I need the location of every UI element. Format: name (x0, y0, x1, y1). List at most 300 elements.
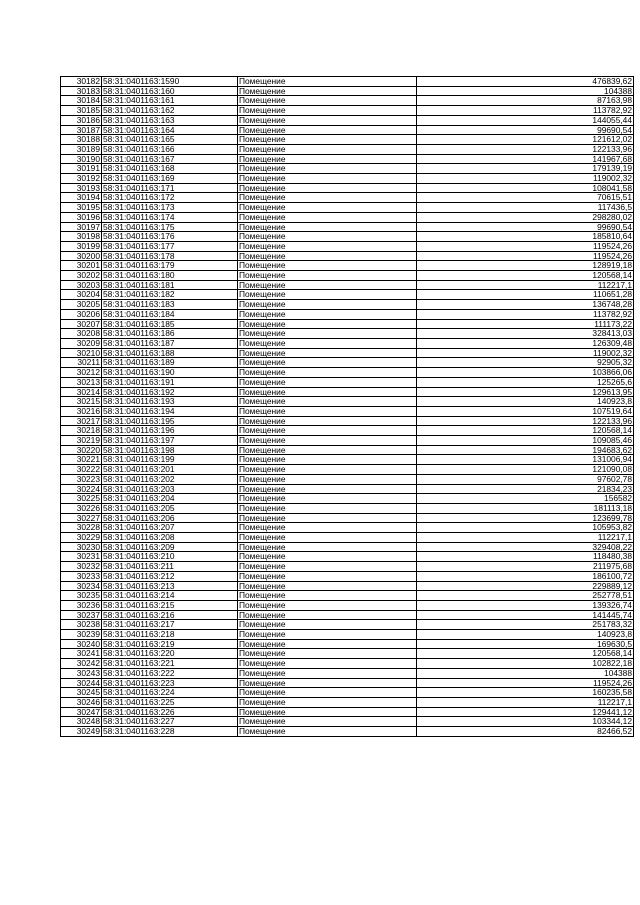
object-type-cell: Помещение (238, 193, 417, 203)
cadastral-number-cell: 58:31:0401163:214 (102, 591, 238, 601)
row-number-cell: 30236 (61, 600, 102, 610)
object-type-cell: Помещение (238, 86, 417, 96)
table-row (61, 552, 634, 562)
cadastral-value-cell: 109085,46 (417, 436, 634, 446)
cadastral-number-cell: 58:31:0401163:163 (102, 115, 238, 125)
cadastral-number-cell: 58:31:0401163:216 (102, 610, 238, 620)
cadastral-value-cell: 185810,64 (417, 232, 634, 242)
object-type-cell: Помещение (238, 436, 417, 446)
cadastral-value-cell: 103344,12 (417, 717, 634, 727)
cadastral-number-cell: 58:31:0401163:211 (102, 562, 238, 572)
cadastral-number-cell: 58:31:0401163:201 (102, 465, 238, 475)
table-row (61, 368, 634, 378)
cadastral-value-cell: 140923,8 (417, 630, 634, 640)
table-row (61, 465, 634, 475)
cadastral-number-cell: 58:31:0401163:196 (102, 426, 238, 436)
row-number-cell: 30193 (61, 183, 102, 193)
row-number-cell: 30224 (61, 484, 102, 494)
cadastral-value-cell: 181113,18 (417, 503, 634, 513)
cadastral-number-cell: 58:31:0401163:181 (102, 280, 238, 290)
cadastral-value-cell: 113782,92 (417, 106, 634, 116)
table-row (61, 397, 634, 407)
object-type-cell: Помещение (238, 368, 417, 378)
cadastral-number-cell: 58:31:0401163:224 (102, 688, 238, 698)
object-type-cell: Помещение (238, 397, 417, 407)
table-row (61, 193, 634, 203)
cadastral-value-cell: 476839,62 (417, 77, 634, 87)
row-number-cell: 30192 (61, 174, 102, 184)
table-row (61, 698, 634, 708)
table-row (61, 387, 634, 397)
object-type-cell: Помещение (238, 135, 417, 145)
cadastral-number-cell: 58:31:0401163:226 (102, 707, 238, 717)
table-row (61, 523, 634, 533)
object-type-cell: Помещение (238, 164, 417, 174)
object-type-cell: Помещение (238, 125, 417, 135)
cadastral-value-cell: 99690,54 (417, 125, 634, 135)
cadastral-value-cell: 122133,96 (417, 144, 634, 154)
row-number-cell: 30237 (61, 610, 102, 620)
cadastral-number-cell: 58:31:0401163:222 (102, 668, 238, 678)
object-type-cell: Помещение (238, 319, 417, 329)
row-number-cell: 30200 (61, 251, 102, 261)
cadastral-number-cell: 58:31:0401163:167 (102, 154, 238, 164)
table-row (61, 639, 634, 649)
row-number-cell: 30198 (61, 232, 102, 242)
cadastral-value-cell: 99690,54 (417, 222, 634, 232)
object-type-cell: Помещение (238, 106, 417, 116)
row-number-cell: 30241 (61, 649, 102, 659)
cadastral-value-cell: 211975,68 (417, 562, 634, 572)
object-type-cell: Помещение (238, 232, 417, 242)
row-number-cell: 30187 (61, 125, 102, 135)
table-row (61, 513, 634, 523)
row-number-cell: 30186 (61, 115, 102, 125)
cadastral-number-cell: 58:31:0401163:164 (102, 125, 238, 135)
cadastral-number-cell: 58:31:0401163:209 (102, 542, 238, 552)
row-number-cell: 30218 (61, 426, 102, 436)
object-type-cell: Помещение (238, 241, 417, 251)
object-type-cell: Помещение (238, 465, 417, 475)
cadastral-number-cell: 58:31:0401163:197 (102, 436, 238, 446)
cadastral-value-cell: 120568,14 (417, 649, 634, 659)
row-number-cell: 30210 (61, 348, 102, 358)
row-number-cell: 30232 (61, 562, 102, 572)
cadastral-value-cell: 156582 (417, 494, 634, 504)
row-number-cell: 30225 (61, 494, 102, 504)
cadastral-value-cell: 112217,1 (417, 698, 634, 708)
table-row (61, 377, 634, 387)
row-number-cell: 30226 (61, 503, 102, 513)
cadastral-value-cell: 113782,92 (417, 309, 634, 319)
row-number-cell: 30194 (61, 193, 102, 203)
cadastral-value-cell: 105953,82 (417, 523, 634, 533)
row-number-cell: 30190 (61, 154, 102, 164)
table-row (61, 203, 634, 213)
cadastral-value-cell: 169630,5 (417, 639, 634, 649)
cadastral-value-cell: 298280,02 (417, 212, 634, 222)
row-number-cell: 30185 (61, 106, 102, 116)
table-row (61, 183, 634, 193)
object-type-cell: Помещение (238, 727, 417, 737)
table-row (61, 668, 634, 678)
object-type-cell: Помещение (238, 581, 417, 591)
cadastral-number-cell: 58:31:0401163:228 (102, 727, 238, 737)
row-number-cell: 30235 (61, 591, 102, 601)
table-row (61, 86, 634, 96)
table-row (61, 581, 634, 591)
cadastral-number-cell: 58:31:0401163:199 (102, 455, 238, 465)
cadastral-value-cell: 129441,12 (417, 707, 634, 717)
table-row (61, 707, 634, 717)
cadastral-value-cell: 21834,23 (417, 484, 634, 494)
row-number-cell: 30245 (61, 688, 102, 698)
object-type-cell: Помещение (238, 552, 417, 562)
cadastral-number-cell: 58:31:0401163:186 (102, 329, 238, 339)
cadastral-number-cell: 58:31:0401163:213 (102, 581, 238, 591)
row-number-cell: 30195 (61, 203, 102, 213)
row-number-cell: 30248 (61, 717, 102, 727)
table-row (61, 309, 634, 319)
object-type-cell: Помещение (238, 639, 417, 649)
cadastral-number-cell: 58:31:0401163:175 (102, 222, 238, 232)
cadastral-value-cell: 82466,52 (417, 727, 634, 737)
cadastral-value-cell: 329408,22 (417, 542, 634, 552)
row-number-cell: 30246 (61, 698, 102, 708)
cadastral-value-cell: 139326,74 (417, 600, 634, 610)
cadastral-number-cell: 58:31:0401163:205 (102, 503, 238, 513)
row-number-cell: 30234 (61, 581, 102, 591)
cadastral-value-cell: 129613,95 (417, 387, 634, 397)
cadastral-number-cell: 58:31:0401163:208 (102, 533, 238, 543)
cadastral-value-cell: 194683,62 (417, 445, 634, 455)
table-row (61, 154, 634, 164)
cadastral-value-cell: 97602,78 (417, 474, 634, 484)
row-number-cell: 30244 (61, 678, 102, 688)
cadastral-number-cell: 58:31:0401163:187 (102, 338, 238, 348)
cadastral-value-cell: 141445,74 (417, 610, 634, 620)
row-number-cell: 30208 (61, 329, 102, 339)
object-type-cell: Помещение (238, 649, 417, 659)
object-type-cell: Помещение (238, 271, 417, 281)
table-row (61, 96, 634, 106)
cadastral-value-cell: 107519,64 (417, 406, 634, 416)
cadastral-value-cell: 121612,02 (417, 135, 634, 145)
cadastral-number-cell: 58:31:0401163:204 (102, 494, 238, 504)
row-number-cell: 30220 (61, 445, 102, 455)
cadastral-value-cell: 141967,68 (417, 154, 634, 164)
object-type-cell: Помещение (238, 455, 417, 465)
cadastral-value-cell: 144055,44 (417, 115, 634, 125)
table-row (61, 144, 634, 154)
object-type-cell: Помещение (238, 174, 417, 184)
cadastral-number-cell: 58:31:0401163:190 (102, 368, 238, 378)
row-number-cell: 30217 (61, 416, 102, 426)
row-number-cell: 30223 (61, 474, 102, 484)
object-type-cell: Помещение (238, 261, 417, 271)
object-type-cell: Помещение (238, 115, 417, 125)
row-number-cell: 30242 (61, 659, 102, 669)
cadastral-value-cell: 104388 (417, 86, 634, 96)
object-type-cell: Помещение (238, 154, 417, 164)
cadastral-number-cell: 58:31:0401163:1590 (102, 77, 238, 87)
row-number-cell: 30221 (61, 455, 102, 465)
table-row (61, 474, 634, 484)
cadastral-number-cell: 58:31:0401163:188 (102, 348, 238, 358)
row-number-cell: 30231 (61, 552, 102, 562)
table-row (61, 271, 634, 281)
object-type-cell: Помещение (238, 309, 417, 319)
cadastral-value-cell: 92905,32 (417, 358, 634, 368)
cadastral-value-cell: 251783,32 (417, 620, 634, 630)
object-type-cell: Помещение (238, 416, 417, 426)
cadastral-number-cell: 58:31:0401163:223 (102, 678, 238, 688)
cadastral-number-cell: 58:31:0401163:168 (102, 164, 238, 174)
cadastral-value-cell: 117436,5 (417, 203, 634, 213)
cadastral-value-cell: 160235,58 (417, 688, 634, 698)
row-number-cell: 30213 (61, 377, 102, 387)
object-type-cell: Помещение (238, 659, 417, 669)
table-row (61, 232, 634, 242)
cadastral-value-cell: 140923,8 (417, 397, 634, 407)
cadastral-value-cell: 119002,32 (417, 174, 634, 184)
table-row (61, 329, 634, 339)
object-type-cell: Помещение (238, 280, 417, 290)
table-row (61, 562, 634, 572)
object-type-cell: Помещение (238, 338, 417, 348)
row-number-cell: 30207 (61, 319, 102, 329)
cadastral-number-cell: 58:31:0401163:184 (102, 309, 238, 319)
cadastral-value-cell: 252778,51 (417, 591, 634, 601)
cadastral-value-cell: 121090,08 (417, 465, 634, 475)
table-row (61, 135, 634, 145)
cadastral-number-cell: 58:31:0401163:173 (102, 203, 238, 213)
cadastral-value-cell: 186100,72 (417, 571, 634, 581)
cadastral-value-cell: 119002,32 (417, 348, 634, 358)
row-number-cell: 30249 (61, 727, 102, 737)
table-row (61, 717, 634, 727)
table-body (61, 77, 634, 737)
cadastral-value-cell: 110651,28 (417, 290, 634, 300)
row-number-cell: 30204 (61, 290, 102, 300)
cadastral-number-cell: 58:31:0401163:160 (102, 86, 238, 96)
object-type-cell: Помещение (238, 484, 417, 494)
row-number-cell: 30196 (61, 212, 102, 222)
table-row (61, 630, 634, 640)
cadastral-number-cell: 58:31:0401163:194 (102, 406, 238, 416)
row-number-cell: 30240 (61, 639, 102, 649)
table-row (61, 115, 634, 125)
cadastral-number-cell: 58:31:0401163:176 (102, 232, 238, 242)
cadastral-value-cell: 119524,26 (417, 241, 634, 251)
object-type-cell: Помещение (238, 203, 417, 213)
table-row (61, 542, 634, 552)
table-row (61, 212, 634, 222)
cadastral-number-cell: 58:31:0401163:182 (102, 290, 238, 300)
object-type-cell: Помещение (238, 144, 417, 154)
object-type-cell: Помещение (238, 668, 417, 678)
row-number-cell: 30188 (61, 135, 102, 145)
table-row (61, 426, 634, 436)
table-row (61, 659, 634, 669)
object-type-cell: Помещение (238, 503, 417, 513)
row-number-cell: 30189 (61, 144, 102, 154)
cadastral-number-cell: 58:31:0401163:185 (102, 319, 238, 329)
table-row (61, 106, 634, 116)
object-type-cell: Помещение (238, 688, 417, 698)
row-number-cell: 30199 (61, 241, 102, 251)
cadastral-number-cell: 58:31:0401163:180 (102, 271, 238, 281)
table-row (61, 591, 634, 601)
table-row (61, 125, 634, 135)
object-type-cell: Помещение (238, 96, 417, 106)
cadastral-value-cell: 131006,94 (417, 455, 634, 465)
cadastral-number-cell: 58:31:0401163:215 (102, 600, 238, 610)
row-number-cell: 30243 (61, 668, 102, 678)
cadastral-number-cell: 58:31:0401163:191 (102, 377, 238, 387)
table-row (61, 688, 634, 698)
cadastral-number-cell: 58:31:0401163:177 (102, 241, 238, 251)
object-type-cell: Помещение (238, 707, 417, 717)
row-number-cell: 30182 (61, 77, 102, 87)
cadastral-value-cell: 128919,18 (417, 261, 634, 271)
cadastral-number-cell: 58:31:0401163:203 (102, 484, 238, 494)
cadastral-value-cell: 108041,58 (417, 183, 634, 193)
object-type-cell: Помещение (238, 222, 417, 232)
row-number-cell: 30227 (61, 513, 102, 523)
cadastral-number-cell: 58:31:0401163:225 (102, 698, 238, 708)
object-type-cell: Помещение (238, 600, 417, 610)
cadastral-number-cell: 58:31:0401163:169 (102, 174, 238, 184)
object-type-cell: Помещение (238, 717, 417, 727)
cadastral-value-cell: 179139,19 (417, 164, 634, 174)
cadastral-value-cell: 122133,96 (417, 416, 634, 426)
row-number-cell: 30202 (61, 271, 102, 281)
cadastral-number-cell: 58:31:0401163:219 (102, 639, 238, 649)
cadastral-number-cell: 58:31:0401163:179 (102, 261, 238, 271)
cadastral-number-cell: 58:31:0401163:174 (102, 212, 238, 222)
cadastral-number-cell: 58:31:0401163:162 (102, 106, 238, 116)
row-number-cell: 30219 (61, 436, 102, 446)
cadastral-number-cell: 58:31:0401163:166 (102, 144, 238, 154)
row-number-cell: 30201 (61, 261, 102, 271)
table-row (61, 610, 634, 620)
cadastral-value-cell: 112217,1 (417, 533, 634, 543)
row-number-cell: 30211 (61, 358, 102, 368)
object-type-cell: Помещение (238, 494, 417, 504)
cadastral-value-cell: 112217,1 (417, 280, 634, 290)
object-type-cell: Помещение (238, 290, 417, 300)
table-row (61, 600, 634, 610)
object-type-cell: Помещение (238, 610, 417, 620)
cadastral-value-cell: 126309,48 (417, 338, 634, 348)
object-type-cell: Помещение (238, 513, 417, 523)
row-number-cell: 30203 (61, 280, 102, 290)
object-type-cell: Помещение (238, 183, 417, 193)
object-type-cell: Помещение (238, 358, 417, 368)
object-type-cell: Помещение (238, 77, 417, 87)
table-row (61, 620, 634, 630)
cadastral-value-cell: 102822,18 (417, 659, 634, 669)
table-row (61, 445, 634, 455)
cadastral-value-cell: 119524,26 (417, 678, 634, 688)
cadastral-number-cell: 58:31:0401163:165 (102, 135, 238, 145)
cadastral-number-cell: 58:31:0401163:189 (102, 358, 238, 368)
cadastral-value-cell: 136748,28 (417, 300, 634, 310)
cadastral-value-cell: 120568,14 (417, 426, 634, 436)
object-type-cell: Помещение (238, 251, 417, 261)
cadastral-number-cell: 58:31:0401163:195 (102, 416, 238, 426)
object-type-cell: Помещение (238, 329, 417, 339)
table-row (61, 436, 634, 446)
table-row (61, 406, 634, 416)
cadastral-number-cell: 58:31:0401163:178 (102, 251, 238, 261)
table-row (61, 348, 634, 358)
cadastral-number-cell: 58:31:0401163:192 (102, 387, 238, 397)
table-row (61, 727, 634, 737)
object-type-cell: Помещение (238, 445, 417, 455)
cadastral-number-cell: 58:31:0401163:221 (102, 659, 238, 669)
cadastral-value-cell: 229889,12 (417, 581, 634, 591)
row-number-cell: 30215 (61, 397, 102, 407)
object-type-cell: Помещение (238, 542, 417, 552)
row-number-cell: 30184 (61, 96, 102, 106)
cadastral-value-cell: 104388 (417, 668, 634, 678)
row-number-cell: 30247 (61, 707, 102, 717)
cadastral-value-cell: 120568,14 (417, 271, 634, 281)
cadastral-value-cell: 87163,98 (417, 96, 634, 106)
object-type-cell: Помещение (238, 212, 417, 222)
cadastral-value-cell: 103866,06 (417, 368, 634, 378)
cadastral-value-cell: 328413,03 (417, 329, 634, 339)
cadastral-number-cell: 58:31:0401163:161 (102, 96, 238, 106)
table-row (61, 261, 634, 271)
cadastral-number-cell: 58:31:0401163:227 (102, 717, 238, 727)
row-number-cell: 30214 (61, 387, 102, 397)
table-row (61, 533, 634, 543)
row-number-cell: 30222 (61, 465, 102, 475)
row-number-cell: 30183 (61, 86, 102, 96)
table-row (61, 455, 634, 465)
cadastral-value-cell: 118480,38 (417, 552, 634, 562)
cadastral-number-cell: 58:31:0401163:183 (102, 300, 238, 310)
row-number-cell: 30233 (61, 571, 102, 581)
object-type-cell: Помещение (238, 620, 417, 630)
table-row (61, 358, 634, 368)
cadastral-value-cell: 123699,78 (417, 513, 634, 523)
object-type-cell: Помещение (238, 562, 417, 572)
row-number-cell: 30239 (61, 630, 102, 640)
table-row (61, 571, 634, 581)
table-row (61, 338, 634, 348)
table-row (61, 503, 634, 513)
cadastral-number-cell: 58:31:0401163:171 (102, 183, 238, 193)
row-number-cell: 30205 (61, 300, 102, 310)
object-type-cell: Помещение (238, 571, 417, 581)
cadastral-number-cell: 58:31:0401163:172 (102, 193, 238, 203)
cadastral-number-cell: 58:31:0401163:220 (102, 649, 238, 659)
row-number-cell: 30228 (61, 523, 102, 533)
object-type-cell: Помещение (238, 474, 417, 484)
row-number-cell: 30229 (61, 533, 102, 543)
cadastral-number-cell: 58:31:0401163:193 (102, 397, 238, 407)
table-row (61, 280, 634, 290)
table-row (61, 174, 634, 184)
table-row (61, 290, 634, 300)
table-row (61, 300, 634, 310)
object-type-cell: Помещение (238, 426, 417, 436)
cadastral-number-cell: 58:31:0401163:198 (102, 445, 238, 455)
